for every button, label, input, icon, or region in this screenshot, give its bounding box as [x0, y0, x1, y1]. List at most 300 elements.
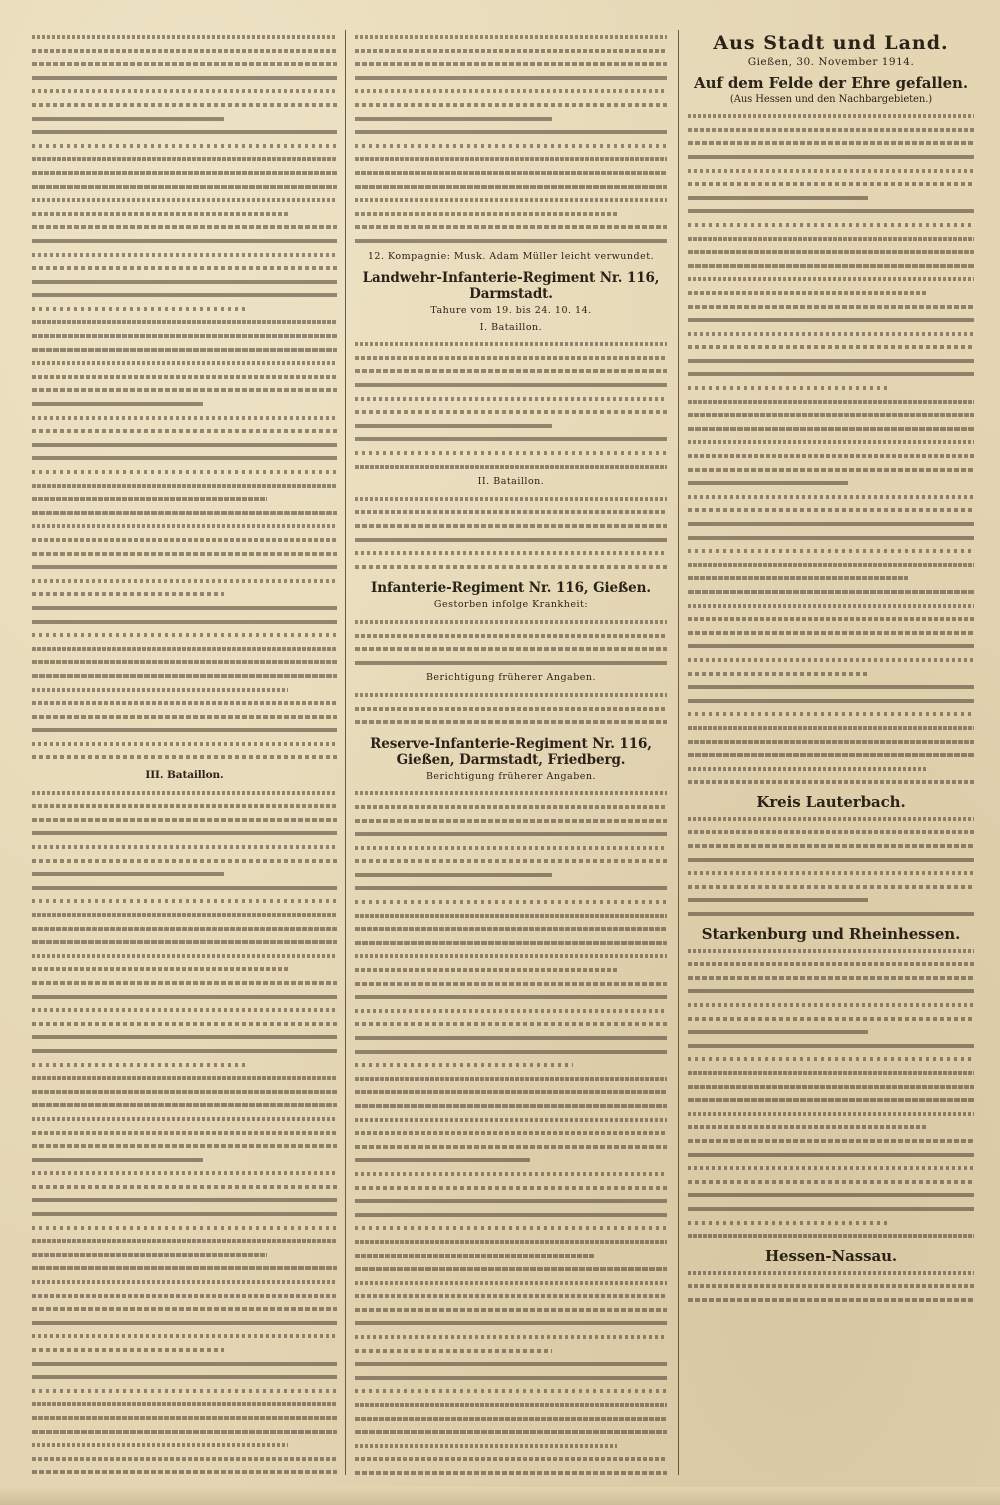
print-line-ink — [355, 62, 667, 66]
column-casualty-list-2 — [355, 30, 667, 1475]
print-line — [688, 395, 974, 409]
print-line — [688, 1120, 974, 1134]
print-line — [355, 57, 667, 71]
print-line — [32, 479, 337, 493]
print-line — [355, 1140, 667, 1154]
print-line — [32, 519, 337, 533]
print-line — [688, 463, 974, 477]
article-text-block — [688, 944, 974, 1243]
print-line — [688, 1134, 974, 1148]
print-line-ink — [32, 117, 224, 121]
print-line-ink — [355, 1240, 667, 1244]
print-line — [688, 707, 974, 721]
print-line-ink — [688, 780, 974, 784]
print-line-ink — [355, 144, 667, 148]
print-line-ink — [32, 1362, 337, 1366]
casualty-text-block — [355, 492, 667, 574]
print-line — [688, 164, 974, 178]
print-line-ink — [688, 1030, 868, 1034]
print-line — [32, 1126, 337, 1140]
print-line — [32, 302, 337, 316]
print-line — [32, 990, 337, 1004]
column-divider — [678, 30, 679, 1475]
print-line — [355, 827, 667, 841]
print-line — [688, 825, 974, 839]
print-line — [32, 84, 337, 98]
print-line-ink — [355, 859, 667, 863]
print-line — [32, 1397, 337, 1411]
print-line — [32, 506, 337, 520]
print-line — [355, 1153, 667, 1167]
print-line — [32, 71, 337, 85]
print-line-ink — [688, 372, 974, 376]
print-line-ink — [355, 1104, 667, 1108]
print-line-ink — [688, 454, 974, 458]
print-line — [32, 152, 337, 166]
print-line — [355, 152, 667, 166]
print-line — [688, 136, 974, 150]
print-line-ink — [355, 791, 667, 795]
print-line — [32, 329, 337, 343]
print-line-ink — [32, 1389, 337, 1393]
print-line — [32, 1139, 337, 1153]
print-line-ink — [32, 1416, 337, 1420]
print-line — [688, 1012, 974, 1026]
print-line-ink — [355, 1321, 667, 1325]
print-line — [355, 71, 667, 85]
print-line — [688, 971, 974, 985]
print-line — [32, 642, 337, 656]
print-line-ink — [32, 402, 203, 406]
print-line-ink — [355, 1063, 573, 1067]
print-line-ink — [32, 1375, 337, 1379]
print-line — [32, 397, 337, 411]
print-line — [32, 1275, 337, 1289]
print-line — [355, 1289, 667, 1303]
print-line — [32, 193, 337, 207]
print-line-ink — [355, 995, 667, 999]
print-line-ink — [32, 144, 337, 148]
print-line-ink — [355, 982, 667, 986]
print-line — [355, 1262, 667, 1276]
print-line — [32, 696, 337, 710]
print-line-ink — [32, 103, 337, 107]
print-line-ink — [688, 1193, 974, 1197]
print-line-ink — [355, 1294, 667, 1298]
print-line-ink — [688, 237, 974, 241]
print-line-ink — [688, 898, 868, 902]
print-line — [688, 1188, 974, 1202]
print-line-ink — [355, 1254, 595, 1258]
casualty-text-block — [355, 30, 667, 248]
print-line — [32, 935, 337, 949]
print-line-ink — [32, 954, 337, 958]
print-line-ink — [355, 451, 667, 455]
print-line-ink — [688, 128, 974, 132]
print-line — [355, 1221, 667, 1235]
print-line-ink — [32, 239, 337, 243]
print-line-ink — [32, 715, 337, 719]
print-line — [32, 451, 337, 465]
print-line-ink — [355, 1226, 667, 1230]
print-line-ink — [688, 590, 974, 594]
article-text-block — [688, 1266, 974, 1307]
print-line — [32, 669, 337, 683]
print-line — [355, 125, 667, 139]
print-line — [32, 139, 337, 153]
print-line — [32, 1316, 337, 1330]
print-line-ink — [32, 940, 337, 944]
print-line — [688, 435, 974, 449]
print-line — [355, 44, 667, 58]
print-line-ink — [355, 1403, 667, 1407]
print-line — [32, 1003, 337, 1017]
print-line — [688, 1175, 974, 1189]
print-line-ink — [32, 1294, 337, 1298]
print-line — [688, 422, 974, 436]
print-line-ink — [688, 885, 974, 889]
print-line — [688, 1066, 974, 1080]
print-line-ink — [355, 1457, 667, 1461]
print-line-ink — [32, 620, 337, 624]
print-line — [355, 139, 667, 153]
print-line-ink — [355, 661, 667, 665]
print-line-ink — [688, 155, 974, 159]
print-line — [688, 272, 974, 286]
print-line-ink — [32, 388, 337, 392]
print-line-ink — [32, 818, 337, 822]
print-line-ink — [32, 1334, 337, 1338]
print-line-ink — [355, 383, 667, 387]
print-line-ink — [688, 989, 974, 993]
print-line-ink — [355, 510, 667, 514]
print-line — [688, 408, 974, 422]
print-line — [688, 735, 974, 749]
print-line-ink — [355, 1090, 667, 1094]
print-line-ink — [688, 672, 868, 676]
print-line-ink — [32, 538, 337, 542]
print-line-ink — [32, 266, 337, 270]
print-line — [688, 626, 974, 640]
print-line — [688, 354, 974, 368]
print-line-ink — [32, 845, 337, 849]
print-line — [32, 112, 337, 126]
print-line — [355, 841, 667, 855]
print-line — [355, 1303, 667, 1317]
print-line — [32, 1234, 337, 1248]
print-line-ink — [688, 114, 974, 118]
print-line — [688, 853, 974, 867]
print-line-ink — [355, 1186, 667, 1190]
print-line-ink — [32, 565, 337, 569]
print-line-ink — [688, 976, 974, 980]
print-line-ink — [32, 307, 246, 311]
print-line-ink — [32, 899, 337, 903]
print-line-ink — [32, 497, 267, 501]
print-line — [32, 1207, 337, 1221]
print-line-ink — [355, 1131, 667, 1135]
print-line-ink — [32, 524, 337, 528]
print-line — [32, 492, 337, 506]
print-line-ink — [32, 647, 337, 651]
print-line-ink — [355, 342, 667, 346]
section-heading: I. Bataillon. — [479, 321, 543, 333]
print-line — [355, 84, 667, 98]
print-line — [355, 1439, 667, 1453]
print-line-ink — [32, 416, 337, 420]
print-line-ink — [32, 1117, 337, 1121]
print-line — [32, 261, 337, 275]
print-line-ink — [32, 443, 337, 447]
print-line — [688, 1107, 974, 1121]
print-line-ink — [688, 1057, 974, 1061]
print-line — [32, 370, 337, 384]
print-line — [688, 1039, 974, 1053]
print-line-ink — [32, 791, 337, 795]
print-line-ink — [32, 1185, 337, 1189]
print-line-ink — [355, 1158, 530, 1162]
article-text-block — [688, 812, 974, 921]
print-line — [32, 1248, 337, 1262]
print-line-ink — [32, 348, 337, 352]
print-line-ink — [688, 508, 974, 512]
section-subheading: (Aus Hessen und den Nachbargebieten.) — [729, 93, 933, 105]
print-line-ink — [355, 1349, 552, 1353]
print-line-ink — [688, 1166, 974, 1170]
print-line-ink — [688, 617, 974, 621]
print-line — [32, 424, 337, 438]
print-line-ink — [32, 967, 288, 971]
print-line-ink — [688, 1071, 974, 1075]
print-line-ink — [355, 117, 552, 121]
print-line — [355, 492, 667, 506]
print-line — [688, 381, 974, 395]
print-line — [32, 908, 337, 922]
print-line — [355, 1085, 667, 1099]
print-line-ink — [355, 1335, 667, 1339]
print-line-ink — [32, 225, 337, 229]
print-line — [688, 866, 974, 880]
print-line-ink — [355, 89, 667, 93]
print-line-ink — [32, 831, 337, 835]
print-line — [355, 786, 667, 800]
print-line — [355, 629, 667, 643]
print-line-ink — [355, 707, 667, 711]
print-line — [688, 612, 974, 626]
regiment-heading: Reserve-Infanterie-Regiment Nr. 116, Gießen, Darmstadt, Friedberg. — [370, 735, 652, 768]
print-line-ink — [688, 182, 974, 186]
print-line — [32, 683, 337, 697]
print-line — [355, 1412, 667, 1426]
print-line-ink — [355, 171, 667, 175]
print-line-ink — [355, 356, 667, 360]
print-line-ink — [32, 157, 337, 161]
print-line — [32, 1438, 337, 1452]
print-line-ink — [688, 196, 868, 200]
section-heading: Berichtigung früherer Angaben. — [425, 770, 597, 782]
print-line-ink — [688, 413, 974, 417]
print-line-ink — [32, 886, 337, 890]
print-line-ink — [688, 1125, 928, 1129]
print-line — [32, 207, 337, 221]
print-line-ink — [355, 424, 552, 428]
print-line-ink — [32, 728, 337, 732]
print-line-ink — [355, 212, 617, 216]
print-line — [32, 1098, 337, 1112]
print-line — [355, 207, 667, 221]
print-line-ink — [688, 576, 908, 580]
print-line-ink — [688, 318, 974, 322]
section-title: Aus Stadt und Land. — [713, 32, 949, 54]
print-line — [355, 1194, 667, 1208]
casualty-text-block — [32, 786, 337, 1475]
print-line — [688, 639, 974, 653]
print-line-ink — [688, 1271, 974, 1275]
print-line — [688, 667, 974, 681]
print-line — [32, 1329, 337, 1343]
print-line — [32, 1017, 337, 1031]
print-line-ink — [355, 397, 667, 401]
print-line-ink — [32, 592, 224, 596]
print-line-ink — [688, 345, 974, 349]
print-line — [32, 1384, 337, 1398]
print-line-ink — [688, 209, 974, 213]
print-line-ink — [32, 35, 337, 39]
print-line — [688, 944, 974, 958]
print-line — [32, 1166, 337, 1180]
print-line — [688, 1216, 974, 1230]
print-line — [355, 1357, 667, 1371]
print-line-ink — [688, 912, 974, 916]
print-line-ink — [355, 497, 667, 501]
print-line-ink — [32, 859, 337, 863]
print-line — [32, 894, 337, 908]
print-line — [355, 1045, 667, 1059]
print-line — [688, 340, 974, 354]
print-line-ink — [688, 169, 974, 173]
print-line-ink — [355, 1118, 667, 1122]
section-heading: Hessen-Nassau. — [764, 1246, 898, 1265]
section-heading: Gestorben infolge Krankheit: — [433, 599, 589, 611]
print-line-ink — [688, 522, 974, 526]
print-line — [688, 259, 974, 273]
print-line — [688, 653, 974, 667]
print-line-ink — [32, 280, 337, 284]
print-line-ink — [355, 76, 667, 80]
print-line — [32, 1357, 337, 1371]
print-line-ink — [688, 712, 974, 716]
print-line-ink — [355, 900, 667, 904]
print-line — [32, 356, 337, 370]
print-line — [688, 300, 974, 314]
print-line-ink — [32, 688, 288, 692]
print-line-ink — [32, 701, 337, 705]
print-line — [688, 150, 974, 164]
print-line — [355, 166, 667, 180]
print-line — [355, 814, 667, 828]
print-line — [355, 909, 667, 923]
print-line — [32, 881, 337, 895]
print-line-ink — [32, 511, 337, 515]
print-line-ink — [32, 913, 337, 917]
print-line-ink — [32, 361, 337, 365]
section-heading: III. Bataillon. — [145, 769, 224, 782]
print-line-ink — [688, 631, 974, 635]
print-line — [688, 490, 974, 504]
print-line — [32, 30, 337, 44]
section-heading: II. Bataillon. — [477, 476, 545, 488]
print-line — [688, 694, 974, 708]
print-line — [32, 411, 337, 425]
print-line-ink — [355, 185, 667, 189]
print-line — [355, 1072, 667, 1086]
print-line-ink — [355, 198, 667, 202]
print-line — [32, 1261, 337, 1275]
print-line-ink — [688, 277, 974, 281]
print-line-ink — [688, 536, 974, 540]
print-line — [688, 680, 974, 694]
print-line-ink — [355, 1281, 667, 1285]
print-line — [32, 737, 337, 751]
section-heading: Auf dem Felde der Ehre gefallen. — [694, 73, 968, 92]
print-line-ink — [688, 386, 888, 390]
print-line — [355, 949, 667, 963]
print-line-ink — [32, 633, 337, 637]
print-line — [688, 123, 974, 137]
print-line-ink — [32, 1049, 337, 1053]
print-line — [32, 723, 337, 737]
print-line-ink — [688, 767, 928, 771]
print-line — [32, 1085, 337, 1099]
print-line-ink — [688, 291, 928, 295]
print-line — [32, 98, 337, 112]
print-line — [32, 601, 337, 615]
print-line-ink — [355, 157, 667, 161]
print-line — [688, 1161, 974, 1175]
print-line-ink — [355, 1417, 667, 1421]
print-line — [32, 1452, 337, 1466]
print-line-ink — [355, 1009, 667, 1013]
print-line-ink — [32, 755, 337, 759]
print-line-ink — [688, 1112, 974, 1116]
print-line-ink — [355, 886, 667, 890]
print-line-ink — [32, 1266, 337, 1270]
print-line-ink — [688, 250, 974, 254]
print-line — [355, 963, 667, 977]
print-line — [688, 893, 974, 907]
print-line-ink — [688, 1180, 974, 1184]
print-line — [32, 1058, 337, 1072]
print-line-ink — [688, 1003, 974, 1007]
print-line — [32, 1180, 337, 1194]
column-local-news — [688, 30, 974, 1475]
print-line — [688, 984, 974, 998]
dateline: Gießen, 30. November 1914. — [747, 56, 915, 68]
print-line-ink — [688, 264, 974, 268]
print-line — [688, 1025, 974, 1039]
print-line — [32, 315, 337, 329]
print-line — [355, 1398, 667, 1412]
print-line — [32, 180, 337, 194]
print-line — [688, 1266, 974, 1280]
print-line — [355, 460, 667, 474]
print-line-ink — [32, 89, 337, 93]
print-line — [355, 446, 667, 460]
print-line-ink — [355, 1362, 667, 1366]
print-line — [355, 378, 667, 392]
print-line — [688, 218, 974, 232]
print-line-ink — [355, 239, 667, 243]
